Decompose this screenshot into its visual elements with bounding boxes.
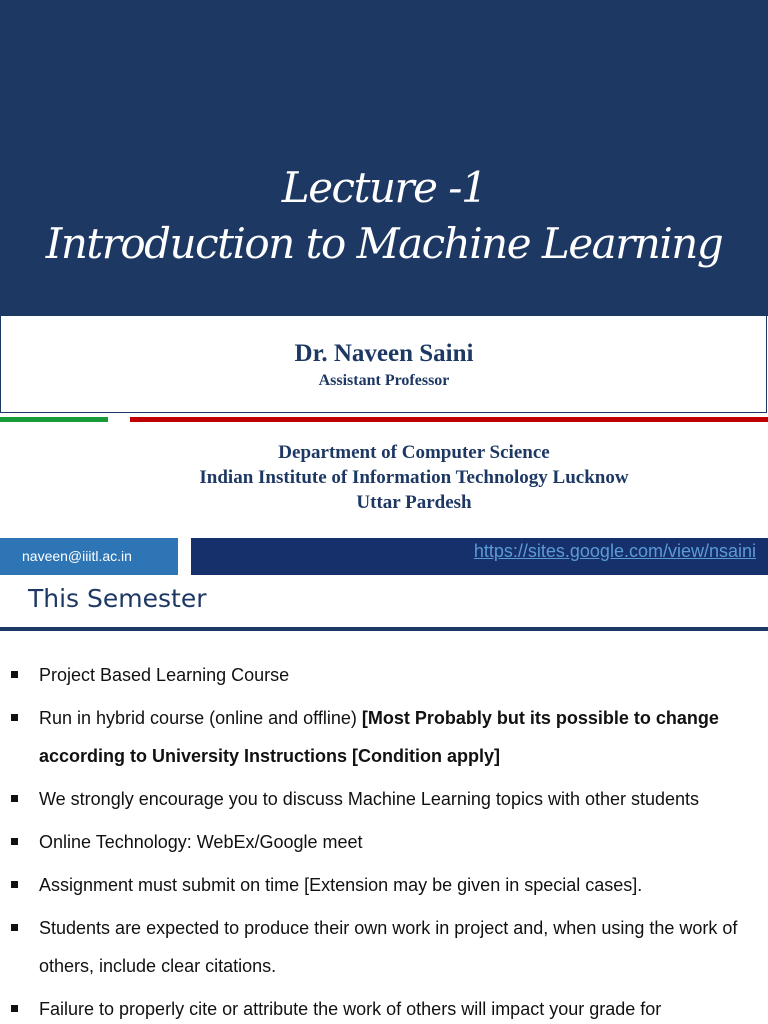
bullet-icon xyxy=(11,924,18,931)
list-item xyxy=(0,780,768,818)
lecture-number: Lecture -1 xyxy=(281,163,487,212)
list-item xyxy=(0,866,768,904)
bullet-icon xyxy=(11,714,18,721)
institute-location: Uttar Pardesh xyxy=(356,492,472,513)
list-item-text: Failure to properly cite or attribute the work of others will impact your grade for xyxy=(39,999,662,1019)
email-label: naveen@iiitl.ac.in xyxy=(0,538,178,575)
list-item xyxy=(0,699,768,775)
lecture-topic: Introduction to Machine Learning xyxy=(45,219,723,268)
divider-stripe-green xyxy=(0,417,108,422)
bullet-icon xyxy=(11,1005,18,1012)
list-item-text: Online Technology: WebEx/Google meet xyxy=(39,832,363,852)
list-item xyxy=(0,909,768,985)
author-box xyxy=(0,316,767,413)
institution-info xyxy=(0,440,768,515)
list-item-emphasis: [Most Probably but its possible to change according to University Instructions [Condition apply] xyxy=(39,708,719,766)
bullet-icon xyxy=(11,881,18,888)
bullet-icon xyxy=(11,795,18,802)
list-item-text: Run in hybrid course (online and offline) xyxy=(39,708,362,728)
lecture-title xyxy=(0,160,768,272)
institute-name: Indian Institute of Information Technology Lucknow xyxy=(199,467,629,488)
bullet-list xyxy=(0,656,768,1024)
section-divider xyxy=(0,627,768,631)
list-item-text: Project Based Learning Course xyxy=(39,665,290,685)
section-title: This Semester xyxy=(28,584,207,613)
bullet-icon xyxy=(11,671,18,678)
list-item-text: Assignment must submit on time [Extension may be given in special cases]. xyxy=(39,875,643,895)
website-bar xyxy=(191,538,768,575)
list-item-text: Students are expected to produce their own work in project and, when using the work of others, include clear citations. xyxy=(39,918,738,976)
list-item xyxy=(0,656,768,694)
bullet-icon xyxy=(11,838,18,845)
divider-stripe-red xyxy=(130,417,768,422)
list-item-text: We strongly encourage you to discuss Machine Learning topics with other students xyxy=(39,789,700,809)
department-name: Department of Computer Science xyxy=(278,442,550,463)
list-item xyxy=(0,823,768,861)
website-link[interactable]: https://sites.google.com/view/nsaini xyxy=(473,541,756,561)
list-item xyxy=(0,990,768,1024)
author-name: Dr. Naveen Saini xyxy=(294,340,474,367)
author-role: Assistant Professor xyxy=(318,372,450,389)
